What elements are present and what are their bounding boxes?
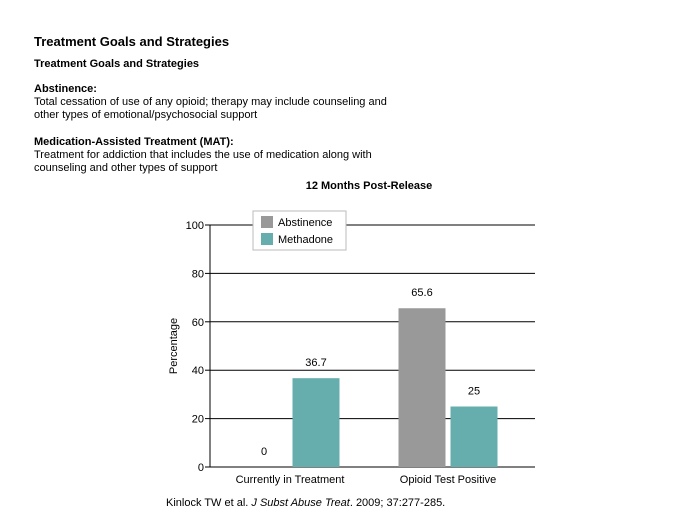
data-label-1-1: 25	[467, 385, 481, 398]
y-tick-label-40: 40	[191, 365, 204, 378]
bar-0-1	[293, 378, 340, 467]
mat-line-1: Treatment for addiction that includes the use of medication along with	[34, 149, 372, 161]
legend-swatch-0	[261, 216, 273, 228]
abstinence-line-1: Total cessation of use of any opioid; therapy may include counseling and	[34, 96, 387, 108]
citation-suffix: . 2009; 37:277-285.	[349, 497, 446, 509]
y-axis-label: Percentage	[168, 317, 180, 375]
data-label-0-1: 36.7	[305, 357, 327, 370]
chart-title: 12 Months Post-Release	[305, 180, 433, 192]
mat-heading: Medication-Assisted Treatment (MAT):	[34, 136, 234, 148]
data-label-1-0: 65.6	[411, 287, 433, 300]
sub-title: Treatment Goals and Strategies	[34, 58, 200, 70]
mat-line-2: counseling and other types of support	[34, 162, 218, 174]
page-title: Treatment Goals and Strategies	[34, 34, 230, 49]
x-tick-label-1: Opioid Test Positive	[399, 474, 497, 486]
x-tick-label-0: Currently in Treatment	[235, 474, 345, 486]
data-label-0-0: 0	[260, 446, 268, 458]
citation	[166, 497, 445, 509]
citation-journal: J Subst Abuse Treat	[251, 497, 350, 509]
abstinence-heading: Abstinence:	[34, 83, 97, 95]
y-tick-label-0: 0	[197, 462, 204, 474]
y-tick-label-20: 20	[191, 413, 204, 426]
abstinence-line-2: other types of emotional/psychosocial support	[34, 109, 258, 121]
legend-label-0: Abstinence	[278, 217, 333, 229]
bar-1-0	[399, 308, 446, 467]
citation-prefix: Kinlock TW et al.	[166, 497, 252, 509]
y-tick-label-80: 80	[191, 268, 204, 281]
legend-swatch-1	[261, 233, 273, 245]
y-tick-label-60: 60	[191, 316, 204, 329]
y-tick-label-100: 100	[185, 220, 204, 232]
legend-label-1: Methadone	[278, 234, 334, 246]
bar-1-1	[451, 407, 498, 468]
